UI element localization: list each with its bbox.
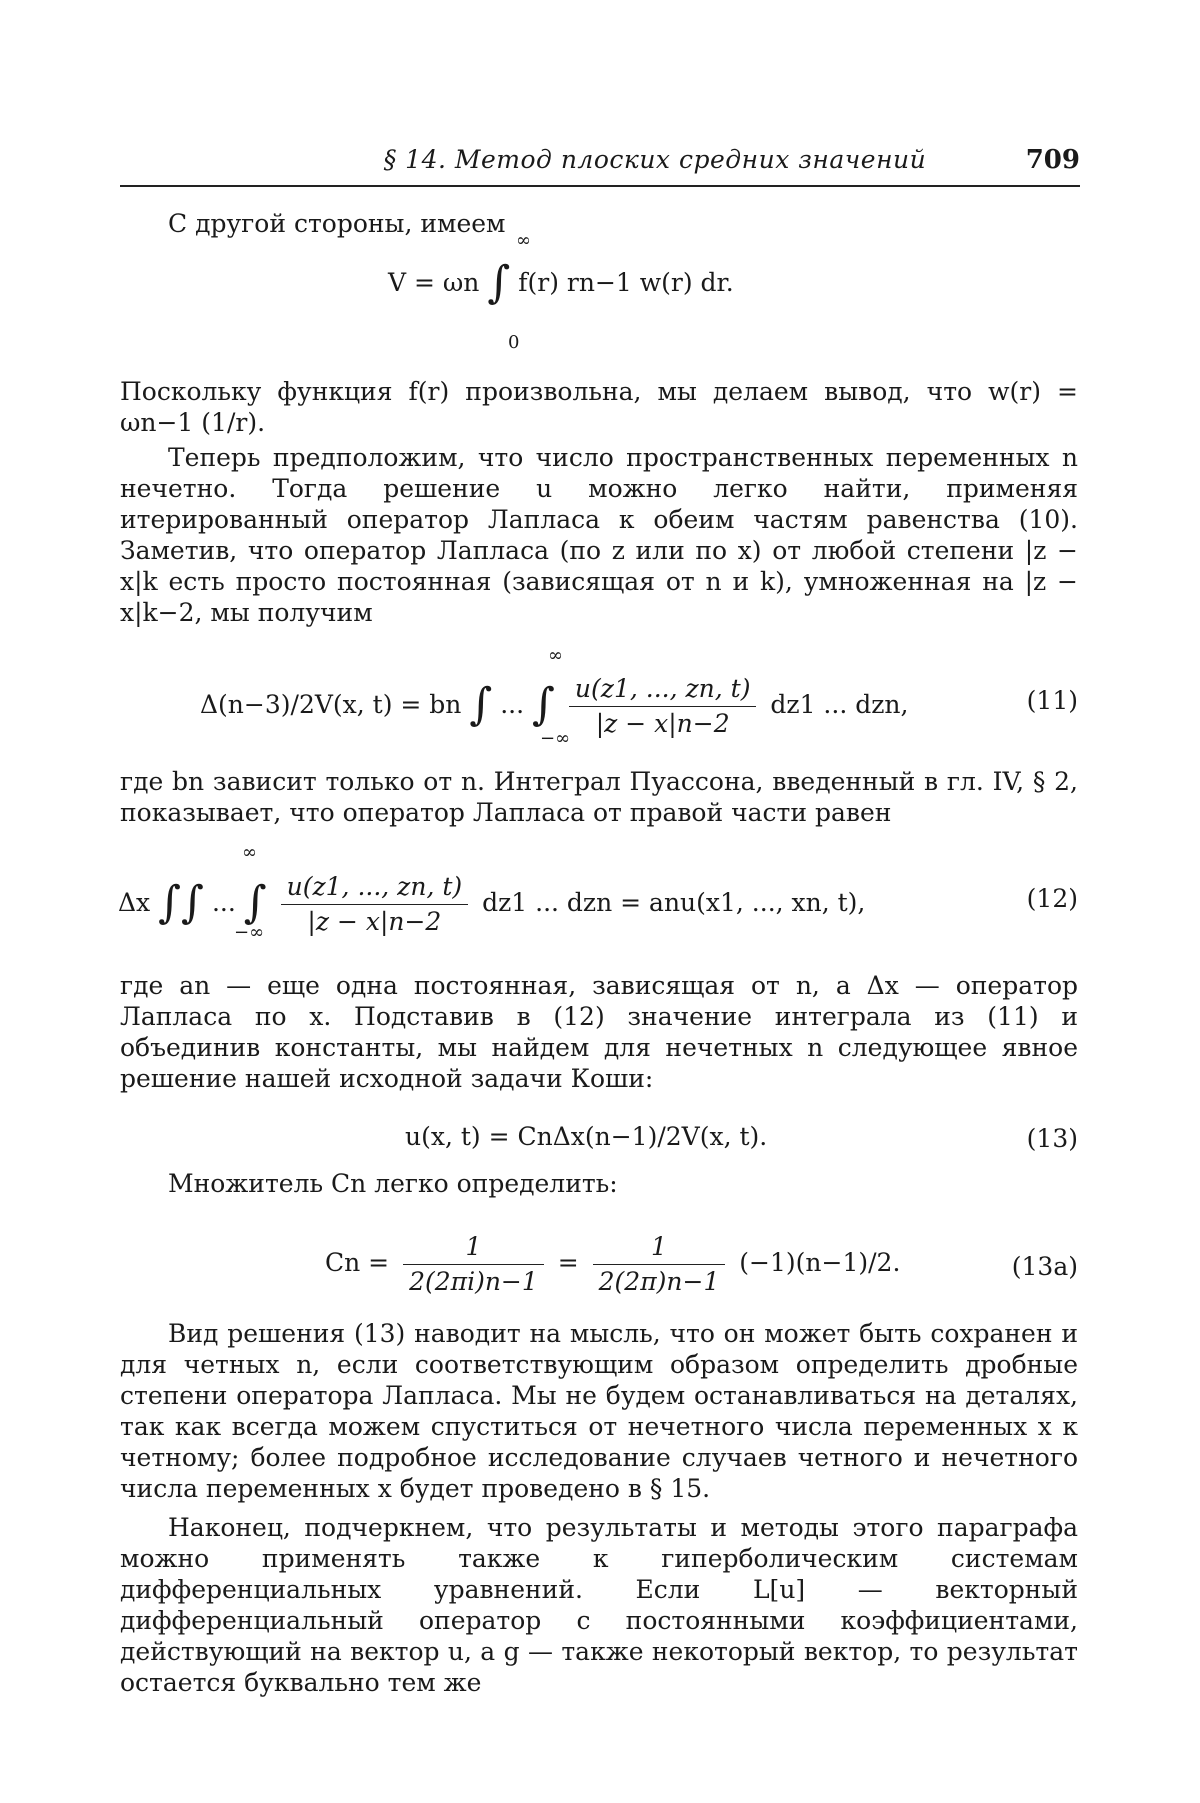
formula-11-lower-limit: −∞ [540, 728, 571, 749]
formula-13a-equals: = [557, 1248, 579, 1277]
formula-13: u(x, t) = CnΔx(n−1)/2V(x, t). [405, 1122, 768, 1151]
formula-11-tail: dz1 ... dzn, [770, 690, 909, 719]
formula-12-dots: ... [211, 888, 236, 917]
formula-v-upper-limit: ∞ [516, 230, 531, 251]
integral-sign: ∫ [158, 877, 182, 928]
integral-sign: ∫ [469, 679, 493, 730]
formula-13a-denominator-1: 2(2πi)n−1 [409, 1267, 538, 1296]
equation-number-11: (11) [1026, 686, 1078, 715]
formula-12-tail: dz1 ... dzn = anu(x1, ..., xn, t), [482, 888, 866, 917]
formula-12-denominator: |z − x|n−2 [307, 907, 442, 936]
formula-11-dots: ... [500, 690, 525, 719]
equation-number-12: (12) [1026, 884, 1078, 913]
paragraph-odd-n: Теперь предположим, что число пространственных переменных n нечетно. Тогда решение u можно легко найти, применяя итерированный оператор Лапласа к обеим частям равенства (10). Заметив, что оператор Лапласа (по z или по x) от любой степени |z − x|k есть просто постоянная (зависящая от n и k), умноженная на |z − x|k−2, мы получим [120, 443, 1078, 627]
formula-13a-numerator-1: 1 [403, 1232, 544, 1265]
formula-v-lower-limit: 0 [508, 332, 520, 353]
page-header [120, 145, 1080, 187]
paragraph-hyperbolic-systems: Наконец, подчеркнем, что результаты и методы этого параграфа можно применять также к гиперболическим системам дифференциальных уравнений. Если L[u] — векторный дифференциальный оператор с постоянными коэффициентами, действующий на вектор u, а g — также некоторый вектор, то результат остается буквально тем же [120, 1513, 1078, 1697]
paragraph-constant-an: где an — еще одна постоянная, зависящая от n, а Δx — оператор Лапласа по x. Подставив в (12) значение интеграла из (11) и объединив константы, мы найдем для нечетных n следующее явное решение нашей исходной задачи Коши: [120, 971, 1078, 1093]
formula-13a-denominator-2: 2(2π)n−1 [598, 1267, 720, 1296]
formula-13a-tail: (−1)(n−1)/2. [739, 1248, 901, 1277]
formula-11-fraction [569, 674, 757, 739]
formula-11-numerator: u(z1, ..., zn, t) [569, 674, 757, 707]
integral-sign: ∫ [181, 877, 204, 928]
formula-13a [325, 1232, 900, 1297]
equation-number-13: (13) [1026, 1124, 1078, 1153]
paragraph-even-n: Вид решения (13) наводит на мысль, что он может быть сохранен и для четных n, если соответствующим образом определить дробные степени оператора Лапласа. Мы не будем останавливаться на деталях, так как всегда можем спуститься от нечетного числа переменных x к четному; более подробное исследование случаев четного и нечетного числа переменных x будет проведено в § 15. [120, 1319, 1078, 1503]
formula-12-lower-limit: −∞ [234, 922, 265, 943]
formula-12-fraction [281, 872, 469, 937]
paragraph-poisson: где bn зависит только от n. Интеграл Пуассона, введенный в гл. IV, § 2, показывает, что оператор Лапласа от правой части равен [120, 767, 1078, 827]
formula-12 [118, 872, 865, 937]
paragraph-multiplier: Множитель Cn легко определить: [168, 1169, 618, 1198]
integral-sign: ∫ [532, 679, 555, 730]
formula-13a-numerator-2: 1 [593, 1232, 726, 1265]
formula-13a-fraction-1 [403, 1232, 544, 1297]
formula-13a-lhs: Cn = [325, 1248, 390, 1277]
formula-11-lhs: Δ(n−3)/2V(x, t) = bn [200, 690, 462, 719]
page-number: 709 [1025, 145, 1080, 175]
integral-sign: ∫ [487, 257, 511, 308]
formula-11-denominator: |z − x|n−2 [595, 709, 730, 738]
formula-12-numerator: u(z1, ..., zn, t) [281, 872, 469, 905]
formula-v-body: f(r) rn−1 w(r) dr. [518, 268, 734, 297]
formula-v [388, 257, 734, 308]
formula-12-upper-limit: ∞ [242, 842, 257, 863]
formula-12-lhs: Δx [118, 888, 151, 917]
integral-sign: ∫ [243, 877, 267, 928]
formula-11-upper-limit: ∞ [548, 645, 563, 666]
equation-number-13a: (13a) [1011, 1252, 1078, 1281]
running-head: § 14. Метод плоских средних значений [383, 145, 927, 174]
paragraph-intro: С другой стороны, имеем [168, 209, 506, 238]
paragraph-arbitrary-function: Поскольку функция f(r) произвольна, мы делаем вывод, что w(r) = ωn−1 (1/r). [120, 377, 1078, 437]
formula-v-lhs: V = ωn [388, 268, 480, 297]
formula-13a-fraction-2 [593, 1232, 726, 1297]
